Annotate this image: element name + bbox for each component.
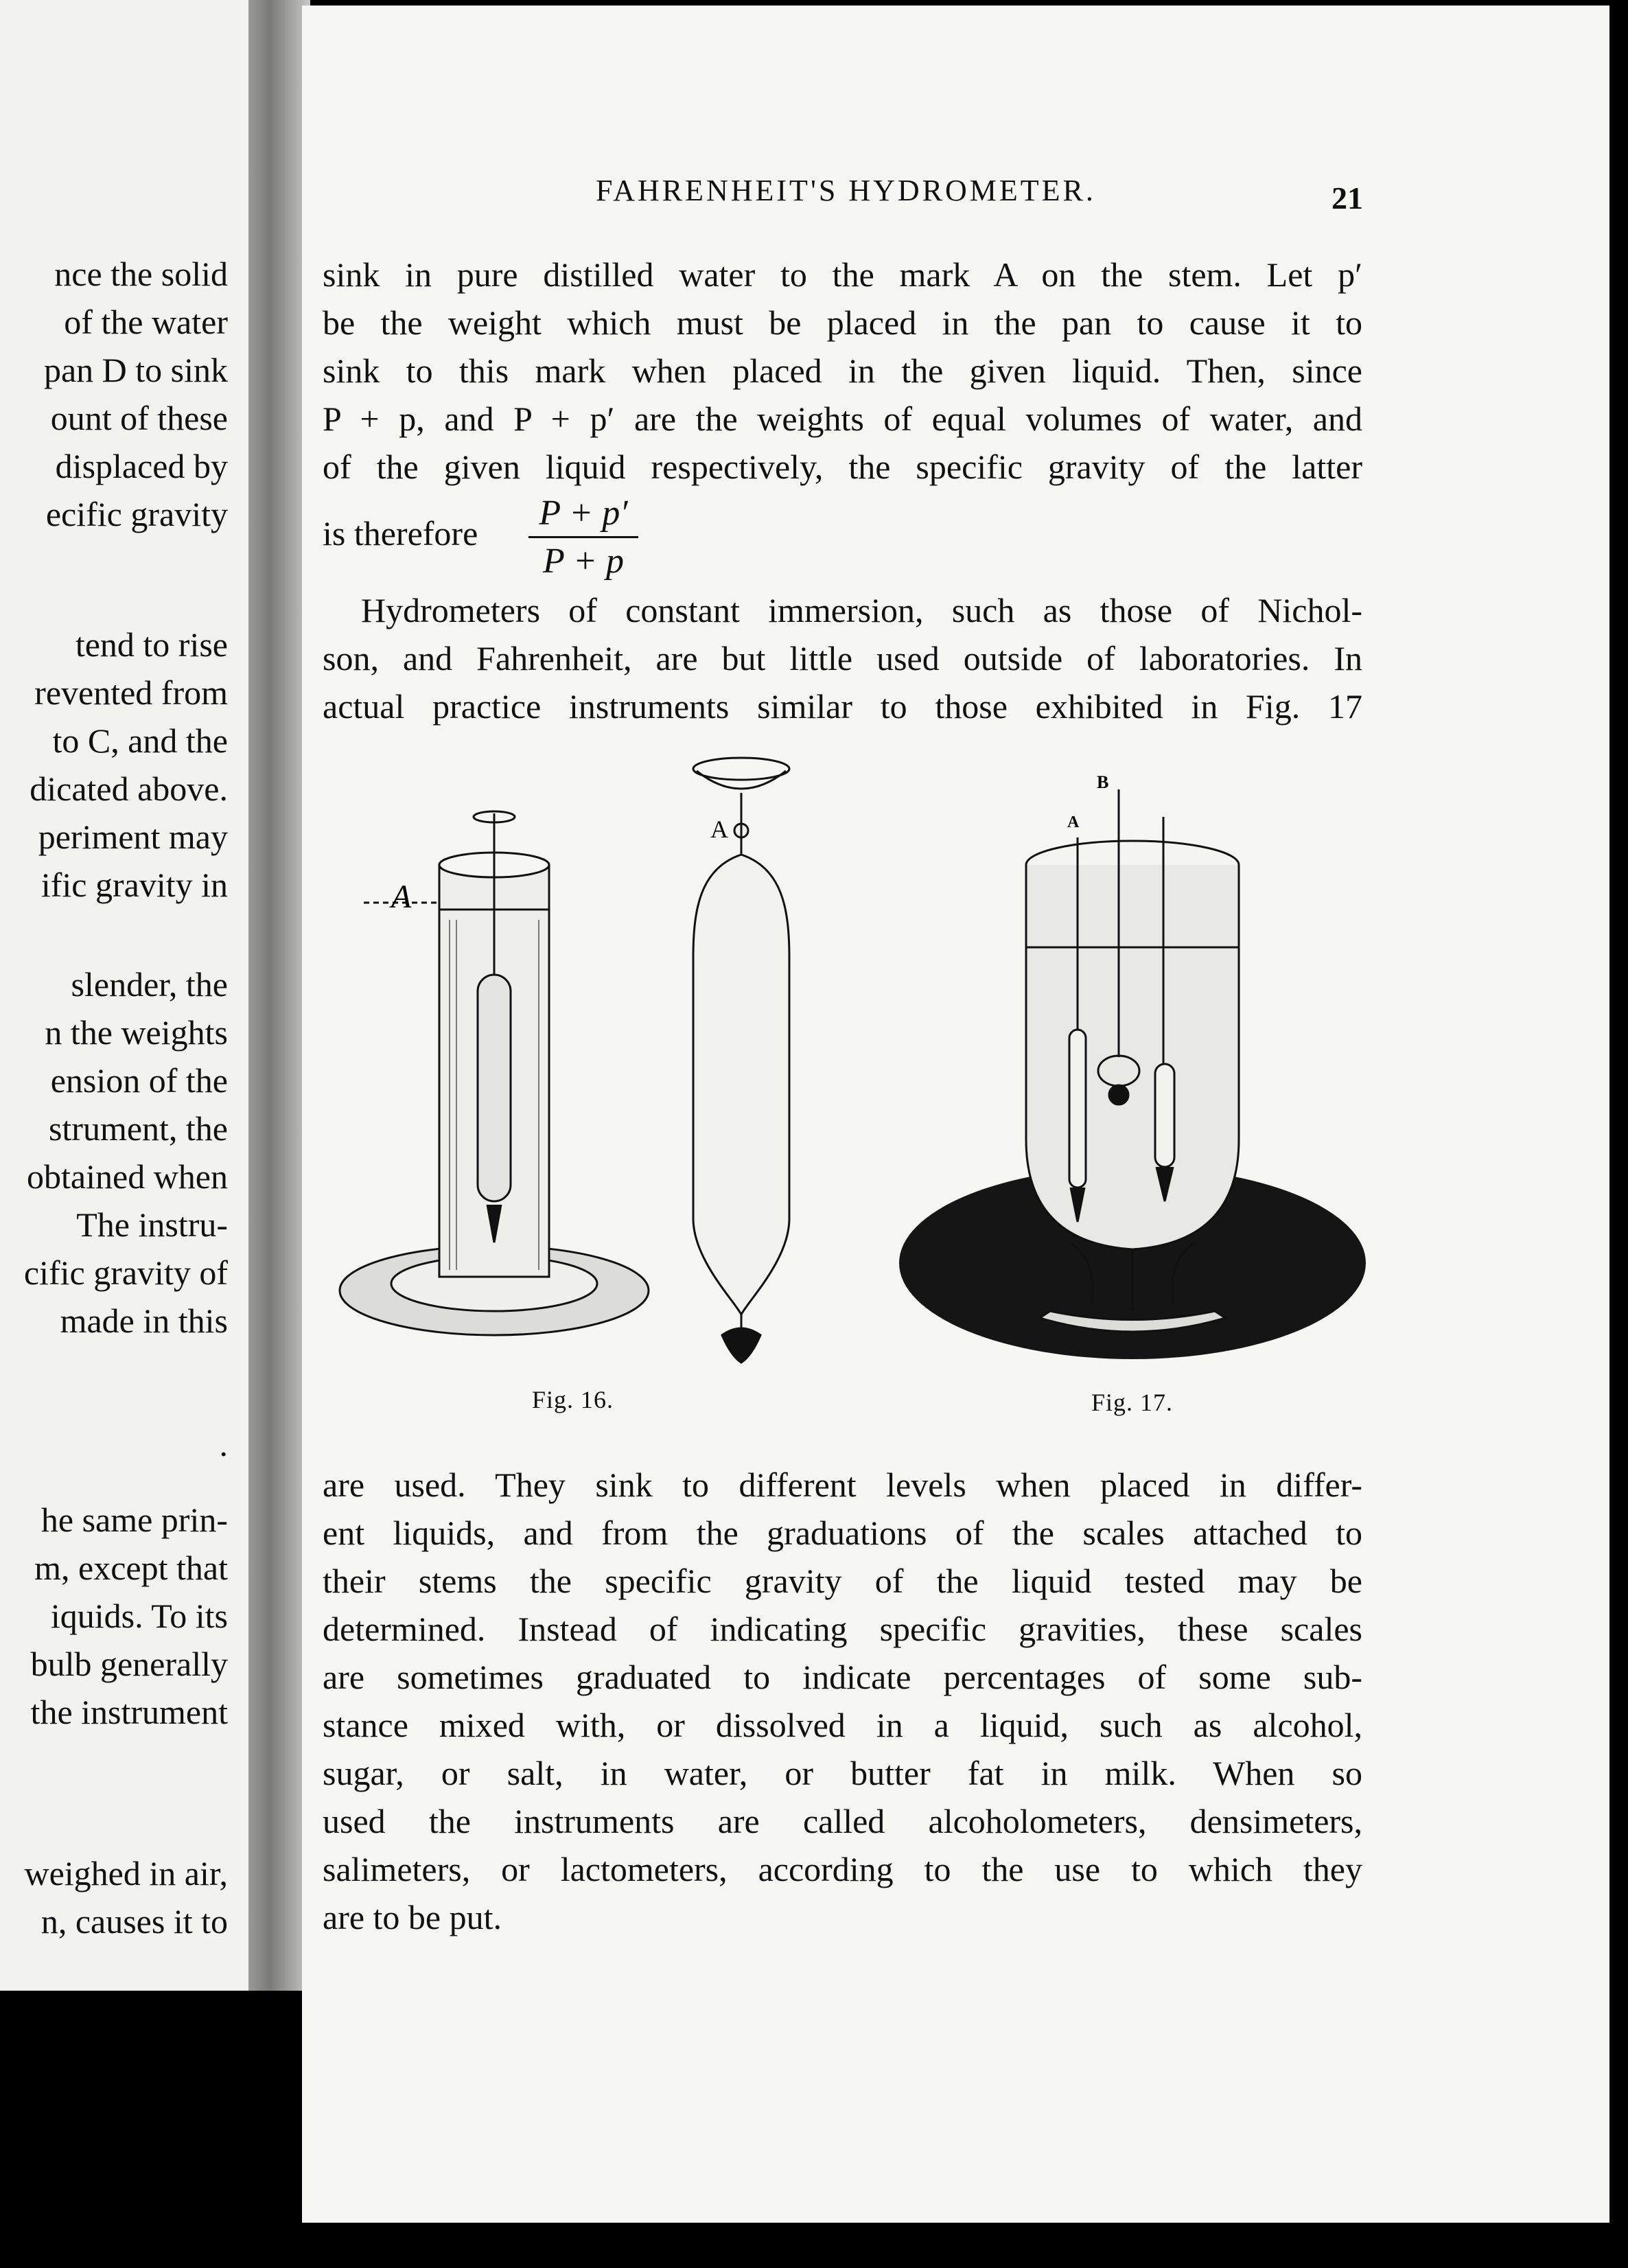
left-line: to C, and the — [52, 721, 228, 760]
left-line: the instrument — [30, 1693, 228, 1731]
text-line: are used. They sink to different levels when placed in differ- — [323, 1466, 1362, 1504]
text-line: sugar, or salt, in water, or butter fat in milk. When so — [323, 1754, 1362, 1792]
text-line: are sometimes graduated to indicate percentages of some sub- — [323, 1658, 1362, 1696]
text-line: actual practice instruments similar to those exhibited in Fig. 17 — [323, 687, 1362, 726]
fraction-bar — [528, 536, 638, 538]
left-line: displaced by — [55, 447, 228, 485]
text-line: their stems the specific gravity of the liquid tested may be — [323, 1562, 1362, 1600]
text-line: determined. Instead of indicating specific gravities, these scales — [323, 1610, 1362, 1648]
label-A: A — [391, 879, 412, 915]
text-line: is therefore — [323, 514, 478, 553]
left-line: bulb generally — [30, 1645, 228, 1683]
left-line: n, causes it to — [40, 1902, 228, 1941]
left-line: tend to rise — [75, 625, 228, 664]
text-line: used the instruments are called alcoholometers, densimeters, — [323, 1802, 1362, 1840]
left-line: made in this — [60, 1301, 228, 1340]
label-A-fig17: A — [1067, 813, 1080, 831]
page-number: 21 — [1332, 181, 1363, 216]
book-gutter — [248, 0, 310, 1991]
left-line: of the water — [64, 303, 228, 341]
left-line: ount of these — [50, 399, 228, 437]
left-line: strument, the — [48, 1109, 228, 1148]
text-line: Hydrometers of constant immersion, such as those of Nichol- — [361, 591, 1362, 629]
left-line: m, except that — [34, 1549, 228, 1587]
fig17-caption: Fig. 17. — [1091, 1389, 1174, 1416]
text-line: be the weight which must be placed in the pan to cause it to — [323, 303, 1362, 342]
label-B-fig17: B — [1097, 772, 1109, 792]
left-line: he same prin- — [40, 1501, 228, 1539]
text-line: stance mixed with, or dissolved in a liquid, such as alcohol, — [323, 1706, 1362, 1744]
text-line: son, and Fahrenheit, are but little used outside of laboratories. In — [323, 639, 1362, 678]
fraction-denominator: P + p — [543, 542, 624, 581]
left-line: ific gravity in — [40, 866, 228, 904]
left-line: weighed in air, — [24, 1854, 228, 1893]
left-line: dicated above. — [30, 769, 228, 808]
left-line: slender, the — [71, 965, 228, 1004]
text-line: sink in pure distilled water to the mark A on the stem. Let p′ — [323, 255, 1362, 294]
running-head: FAHRENHEIT'S HYDROMETER. — [596, 174, 1096, 207]
text-line: ent liquids, and from the graduations of the scales attached to — [323, 1514, 1362, 1552]
text-line: are to be put. — [323, 1898, 502, 1936]
fig16-caption: Fig. 16. — [532, 1386, 614, 1413]
left-line: pan D to sink — [43, 351, 228, 389]
fraction-numerator: P + p′ — [539, 494, 628, 533]
specific-gravity-fraction — [528, 493, 638, 581]
text-line: salimeters, or lactometers, according to the use to which they — [323, 1850, 1362, 1888]
left-line: . — [219, 1425, 228, 1463]
fig17-hydrometers-in-jar — [892, 769, 1373, 1373]
left-line: cific gravity of — [23, 1253, 228, 1292]
left-line: obtained when — [27, 1157, 228, 1196]
left-line: ension of the — [50, 1061, 228, 1100]
left-line: n the weights — [45, 1013, 228, 1052]
left-line: ecific gravity — [45, 495, 228, 533]
label-A-fahrenheit: A — [710, 815, 728, 843]
left-line: periment may — [38, 818, 228, 856]
text-line: of the given liquid respectively, the specific gravity of the latter — [323, 448, 1362, 486]
left-line: The instru- — [76, 1205, 228, 1244]
left-line: nce the solid — [54, 255, 228, 293]
left-line: revented from — [34, 673, 228, 712]
fig16-fahrenheit-hydrometer — [673, 752, 810, 1369]
text-line: sink to this mark when placed in the given liquid. Then, since — [323, 351, 1362, 390]
left-line: iquids. To its — [50, 1597, 228, 1635]
text-line: P + p, and P + p′ are the weights of equal volumes of water, and — [323, 400, 1362, 438]
